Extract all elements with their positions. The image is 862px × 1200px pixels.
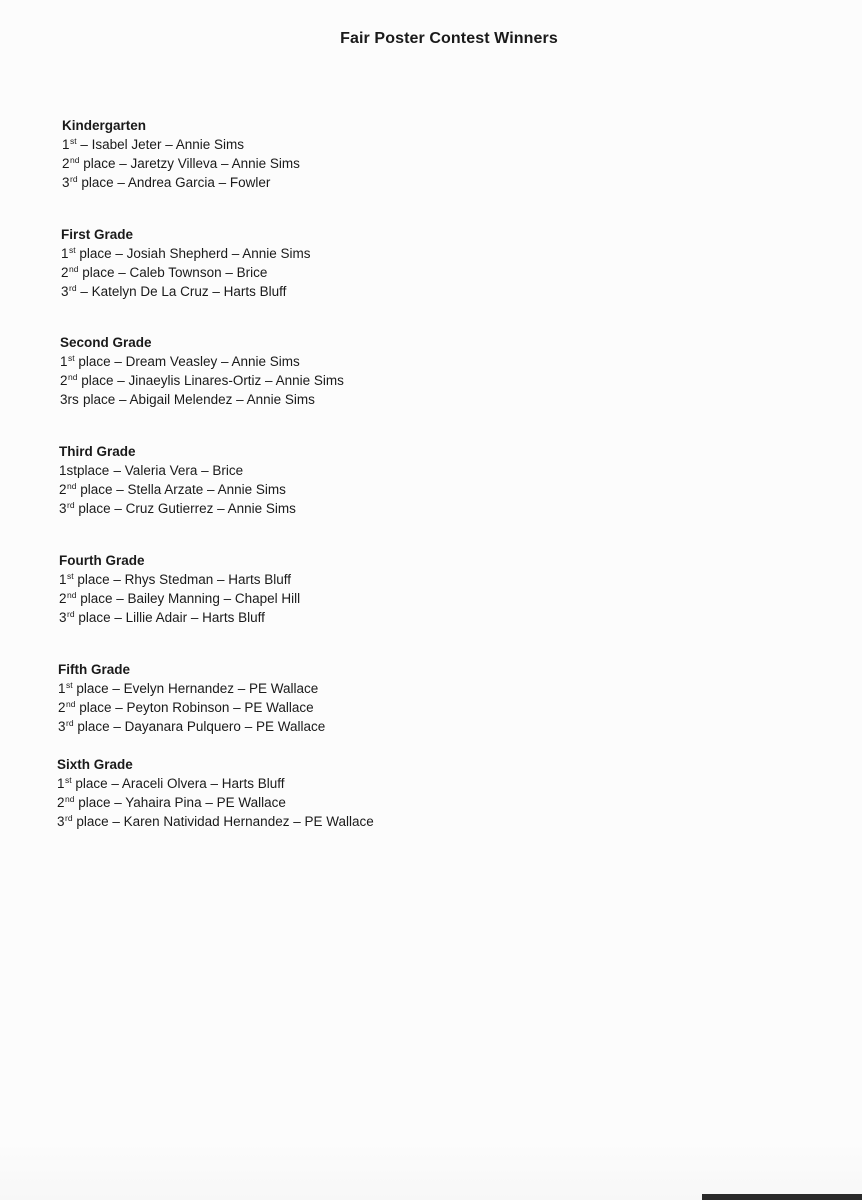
winner-entry: 1st place – Josiah Shepherd – Annie Sims [61, 244, 311, 261]
winner-entry: 2nd place – Yahaira Pina – PE Wallace [57, 793, 286, 810]
section-sixth-grade [57, 755, 557, 831]
section-first-grade [61, 225, 561, 301]
grade-heading: Third Grade [59, 444, 136, 459]
winner-entry: 2nd place – Peyton Robinson – PE Wallace [58, 698, 314, 715]
section-fourth-grade [59, 551, 559, 627]
winner-entry: 1st place – Dream Veasley – Annie Sims [60, 352, 300, 369]
winner-entry: 3rd place – Lillie Adair – Harts Bluff [59, 608, 265, 625]
winner-entry: 3rd – Katelyn De La Cruz – Harts Bluff [61, 282, 287, 299]
grade-heading: Fifth Grade [58, 662, 131, 677]
winner-entry: 3rd place – Andrea Garcia – Fowler [62, 173, 271, 190]
winner-entry: 3rd place – Karen Natividad Hernandez – PE Wallace [57, 812, 374, 829]
grade-heading: Fourth Grade [59, 553, 145, 568]
winner-entry: 1stplace – Valeria Vera – Brice [59, 463, 244, 478]
winner-entry: 1st place – Rhys Stedman – Harts Bluff [59, 570, 291, 587]
grade-heading: Sixth Grade [57, 757, 133, 772]
page-bottom-edge [0, 1140, 862, 1200]
page-title: Fair Poster Contest Winners [340, 30, 558, 47]
winner-entry: 2nd place – Jinaeylis Linares-Ortiz – Annie Sims [60, 371, 344, 388]
grade-heading: First Grade [61, 227, 134, 242]
section-kindergarten [62, 116, 562, 192]
winner-entry: 3rs place – Abigail Melendez – Annie Sims [60, 392, 315, 407]
grade-heading: Second Grade [60, 335, 152, 350]
winner-entry: 1st place – Evelyn Hernandez – PE Wallace [58, 679, 319, 696]
scan-edge-strip [702, 1194, 862, 1200]
winner-entry: 2nd place – Stella Arzate – Annie Sims [59, 480, 286, 497]
winner-entry: 3rd place – Dayanara Pulquero – PE Wallace [58, 717, 326, 734]
winner-entry: 3rd place – Cruz Gutierrez – Annie Sims [59, 499, 296, 516]
winner-entry: 2nd place – Bailey Manning – Chapel Hill [59, 589, 301, 606]
section-second-grade [60, 333, 560, 409]
grade-heading: Kindergarten [62, 118, 147, 133]
winner-entry: 2nd place – Jaretzy Villeva – Annie Sims [62, 154, 300, 171]
section-fifth-grade [58, 660, 558, 736]
winner-entry: 1st place – Araceli Olvera – Harts Bluff [57, 774, 285, 791]
section-third-grade [59, 442, 559, 518]
winner-entry: 2nd place – Caleb Townson – Brice [61, 263, 268, 280]
winner-entry: 1st – Isabel Jeter – Annie Sims [62, 135, 244, 152]
